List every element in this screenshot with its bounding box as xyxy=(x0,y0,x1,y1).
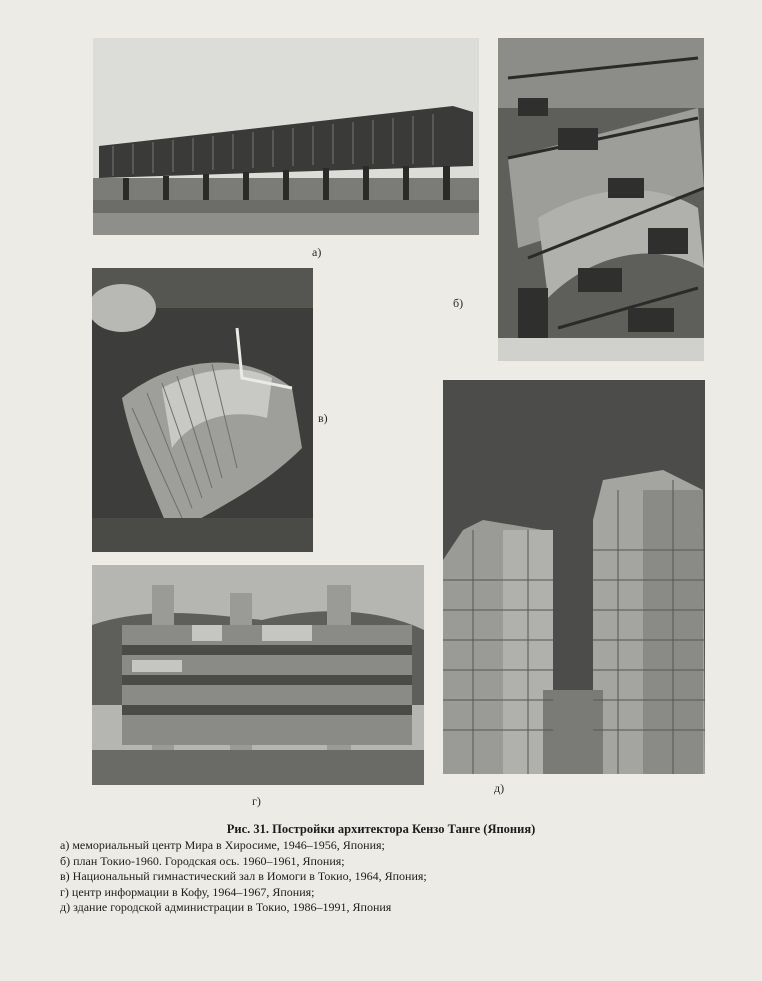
caption-line-d: д) здание городской администрации в Токио, 1986–1991, Япония xyxy=(60,900,392,914)
label-a: а) xyxy=(312,245,322,259)
caption-line-a: а) мемориальный центр Мира в Хиросиме, 1946–1956, Япония; xyxy=(60,838,385,852)
photo-a-hiroshima-memorial xyxy=(93,38,479,235)
photo-d-tokyo-city-hall xyxy=(443,380,705,774)
label-v: в) xyxy=(318,411,328,425)
caption-line-g: г) центр информации в Кофу, 1964–1967, Япония; xyxy=(60,884,315,899)
caption-line-b: б) план Токио-1960. Городская ось. 1960–1961, Япония; xyxy=(60,853,345,868)
caption-line-v: в) Национальный гимнастический зал в Иомоги в Токио, 1964, Япония; xyxy=(60,869,427,883)
label-d: д) xyxy=(494,781,505,795)
photo-b-tokyo-plan-model xyxy=(498,38,704,361)
label-b: б) xyxy=(453,296,464,310)
photo-g-kofu-center xyxy=(92,565,424,785)
figure-caption-title: Рис. 31. Постройки архитектора Кензо Танге (Япония) xyxy=(226,822,536,836)
figure-caption-list xyxy=(60,838,427,916)
photo-v-yoyogi-gymnasium xyxy=(92,268,313,552)
label-g: г) xyxy=(252,794,261,808)
